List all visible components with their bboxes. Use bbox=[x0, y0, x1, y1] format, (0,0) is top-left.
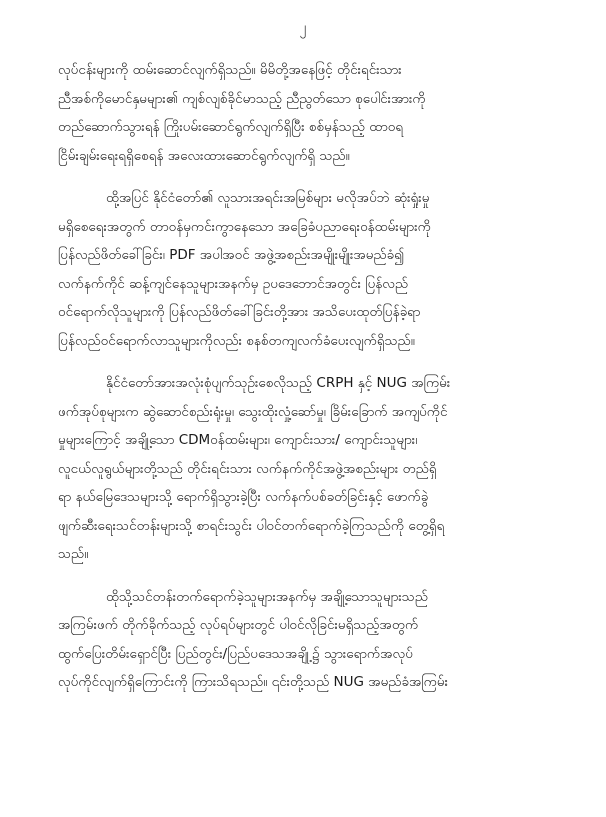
text-line: ပြန်လည်ဝင်ရောက်လာသူများကိုလည်း စနစ်တကျလက်ခံပေးလျက်ရှိသည်။ bbox=[58, 332, 415, 349]
text-line: သည်။ bbox=[58, 546, 89, 562]
text-line: ဖက်အုပ်စုများက ဆွဲဆောင်စည်းရုံးမှု၊ သွေးထိုးလှုံ့ဆော်မှု၊ ခြိမ်းခြောက် အကျပ်ကိုင် bbox=[58, 403, 448, 420]
text-line: ထွက်ပြေးတိမ်းရှောင်ပြီး ပြည်တွင်း/ပြည်ပဒေသအချို့၌ သွားရောက်အလုပ် bbox=[58, 645, 413, 662]
text-line: လုပ်ငန်းများကို ထမ်းဆောင်လျက်ရှိသည်။ မိမိတို့အနေဖြင့် တိုင်းရင်းသား bbox=[58, 62, 402, 78]
text-line: ထို့အပြင် နိုင်ငံတော်၏ လူသားအရင်းအမြစ်များ မလိုအပ်ဘဲ ဆုံးရှုံးမှု bbox=[106, 190, 430, 206]
page-number: ၂ bbox=[299, 20, 307, 36]
text-line: ဝင်ရောက်လိုသူများကို ပြန်လည်ဖိတ်ခေါ်ခြင်းတို့အား အသိပေးထုတ်ပြန်ခဲ့ရာ bbox=[58, 304, 421, 320]
text-line: ညီအစ်ကိုမောင်နှမများ၏ ကျစ်လျစ်ခိုင်မာသည့် ညီညွတ်သော စုပေါင်းအားကို bbox=[58, 90, 426, 107]
text-line: ငြိမ်းချမ်းရေးရရှိစေရန် အလေးထားဆောင်ရွက်လျက်ရှိ သည်။ bbox=[58, 147, 350, 164]
paragraph-2 bbox=[58, 184, 554, 355]
text-line: နိုင်ငံတော်အားအလုံးစုံပျက်သုဉ်းစေလိုသည့် CRPH နှင့် NUG အကြမ်း bbox=[106, 375, 451, 391]
text-line: ပြန်လည်ဖိတ်ခေါ်ခြင်း၊ PDF အပါအဝင် အဖွဲ့အစည်းအမျိုးမျိုးအမည်ခံ၍ bbox=[58, 247, 405, 263]
paragraph-3 bbox=[58, 369, 554, 569]
text-line: ထိုသို့သင်တန်းတက်ရောက်ခဲ့သူများအနက်မှ အချို့သောသူများသည် bbox=[106, 588, 428, 605]
text-line: ရာ နယ်မြေဒေသများသို့ ရောက်ရှိသွားခဲ့ပြီး လက်နက်ပစ်ခတ်ခြင်းနှင့် ဖောက်ခွဲ bbox=[58, 489, 429, 505]
paragraph-4 bbox=[58, 583, 554, 697]
text-line: တည်ဆောက်သွားရန် ကြိုးပမ်းဆောင်ရွက်လျက်ရှိပြီး စစ်မှန်သည့် ထာဝရ bbox=[58, 119, 404, 135]
text-line: လက်နက်ကိုင် ဆန့်ကျင်နေသူများအနက်မှ ဥပဒေဘောင်အတွင်း ပြန်လည် bbox=[58, 275, 408, 292]
text-line: အကြမ်းဖက် တိုက်ခိုက်သည့် လုပ်ရပ်များတွင် ပါဝင်လိုခြင်းမရှိသည့်အတွက် bbox=[58, 617, 419, 633]
paragraph-1 bbox=[58, 56, 554, 170]
text-line: လူငယ်လူရွယ်များတို့သည် တိုင်းရင်းသား လက်နက်ကိုင်အဖွဲ့အစည်းများ တည်ရှိ bbox=[58, 460, 437, 477]
document-body bbox=[58, 56, 554, 697]
text-line: ဖျက်ဆီးရေးသင်တန်းများသို့ စာရင်းသွင်း ပါဝင်တက်ရောက်ခဲ့ကြသည်ကို တွေ့ရှိရ bbox=[58, 517, 445, 534]
text-line: မှုများကြောင့် အချို့သော CDMဝန်ထမ်းများ၊ ကျောင်းသား/ ကျောင်းသူများ၊ bbox=[58, 432, 418, 448]
text-line: လုပ်ကိုင်လျက်ရှိကြောင်းကို ကြားသိရသည်။ ၎င်းတို့သည် NUG အမည်ခံအကြမ်း bbox=[58, 674, 449, 690]
text-line: မရှိစေရေးအတွက် တာဝန်မှကင်းကွာနေသော အခြေခံပညာရေးဝန်ထမ်းများကို bbox=[58, 218, 431, 235]
